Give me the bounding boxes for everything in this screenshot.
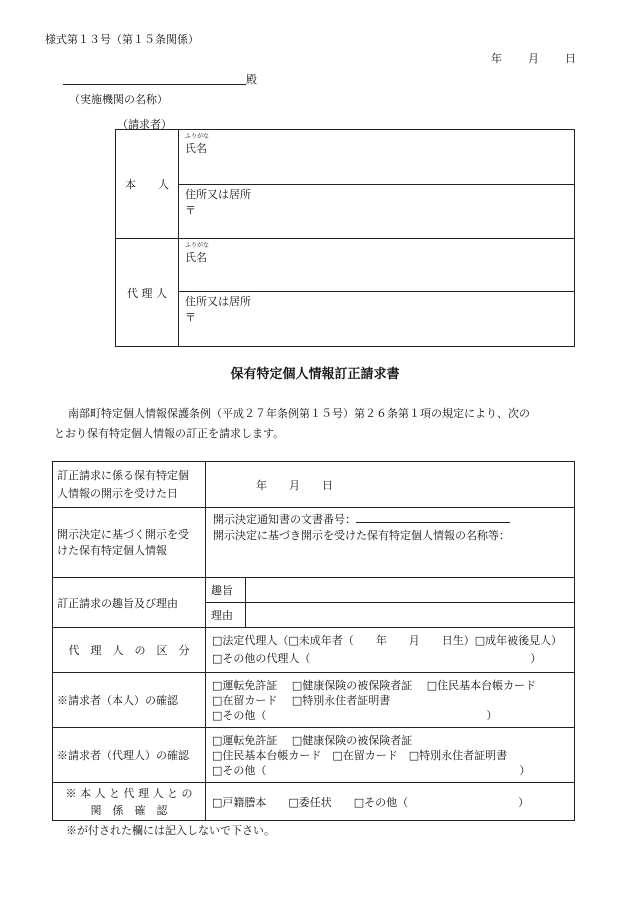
agent-verification-options[interactable]: □運転免許証 □健康保険の被保険者証 □住民基本台帳カード □在留カード □特別永住者証明書 □その他（ ）: [206, 728, 575, 783]
self-verification-options[interactable]: □運転免許証 □健康保険の被保険者証 □住民基本台帳カード □在留カード □特別永住者証明書 □その他（ ）: [206, 673, 575, 728]
reason-label: 理由: [206, 603, 246, 628]
document-number-field[interactable]: [356, 512, 510, 523]
disclosed-info-value[interactable]: 開示決定通知書の文書番号： 開示決定に基づき開示を受けた保有特定個人情報の名称等：: [206, 508, 575, 578]
addressee-suffix: 殿: [246, 73, 257, 86]
purpose-label: 趣旨: [206, 578, 246, 603]
address-label: 住所又は居所: [185, 295, 251, 308]
address-label: 住所又は居所: [185, 188, 251, 201]
agent-category-label: 代 理 人 の 区 分: [53, 628, 206, 673]
purpose-field[interactable]: [246, 578, 575, 603]
date-year: 年: [491, 52, 502, 65]
postal-mark: 〒: [185, 311, 196, 324]
disclosure-date-label: 訂正請求に係る保有特定個 人情報の開示を受けた日: [53, 462, 206, 508]
intro-line-2: とおり保有特定個人情報の訂正を請求します。: [54, 427, 285, 440]
intro-line-1: 南部町特定個人情報保護条例（平成２７年条例第１５号）第２６条第１項の規定により、次の: [68, 407, 530, 420]
relationship-options[interactable]: □戸籍謄本 □委任状 □その他（ ）: [206, 783, 575, 821]
document-title: 保有特定個人情報訂正請求書: [230, 367, 400, 382]
furigana-label: ふりがな: [185, 133, 210, 140]
requester-table: [115, 129, 575, 347]
date-day: 日: [565, 52, 576, 65]
postal-mark: 〒: [185, 204, 196, 217]
addressee-line[interactable]: [63, 84, 246, 85]
requester-section-label: （請求者）: [117, 118, 172, 131]
relationship-label: ※ 本 人 と 代 理 人 と の 関 係 確 認: [53, 783, 206, 821]
self-name-cell[interactable]: [179, 130, 575, 185]
self-address-cell[interactable]: [179, 185, 575, 239]
reason-field[interactable]: [246, 603, 575, 628]
agent-name-cell[interactable]: [179, 239, 575, 292]
self-label: 本 人: [116, 130, 179, 239]
agent-category-options[interactable]: □法定代理人（□未成年者（ 年 月 日生）□成年被後見人） □その他の代理人（ ）: [206, 628, 575, 673]
agent-address-cell[interactable]: [179, 292, 575, 347]
name-label: 氏名: [185, 251, 207, 264]
correction-table: [52, 461, 575, 821]
furigana-label: ふりがな: [185, 242, 210, 249]
footnote: ※が付された欄には記入しないで下さい。: [66, 824, 275, 837]
disclosure-date-value[interactable]: 年 月 日: [206, 462, 575, 508]
disclosed-info-label: 開示決定に基づく開示を受 けた保有特定個人情報: [53, 508, 206, 578]
form-number: 様式第１３号（第１５条関係）: [45, 33, 199, 46]
purpose-reason-label: 訂正請求の趣旨及び理由: [53, 578, 206, 628]
date-month: 月: [528, 52, 539, 65]
agent-label: 代 理 人: [116, 239, 179, 347]
agency-name-label: （実施機関の名称）: [69, 93, 168, 106]
agent-verification-label: ※請求者（代理人）の確認: [53, 728, 206, 783]
self-verification-label: ※請求者（本人）の確認: [53, 673, 206, 728]
name-label: 氏名: [185, 142, 207, 155]
